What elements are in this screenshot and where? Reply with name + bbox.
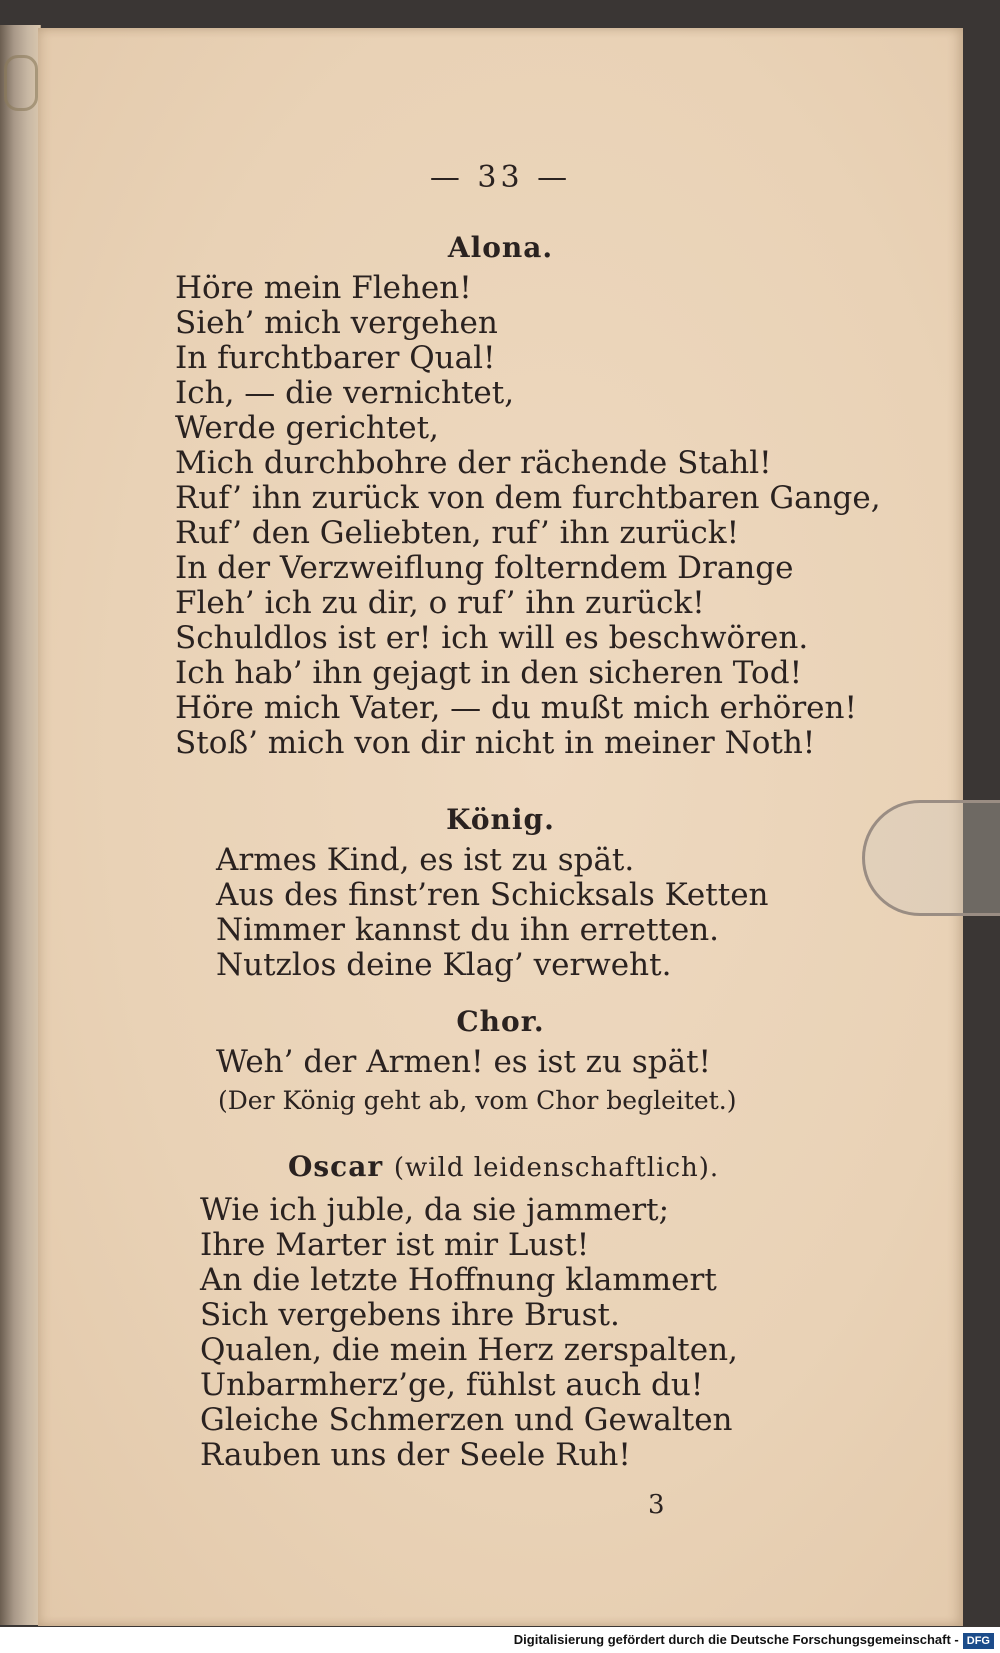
page-number-header: — 33 — <box>429 160 572 195</box>
verse-line: Ihre Marter ist mir Lust! <box>200 1227 590 1263</box>
verse-line: In der Verzweiflung folterndem Drange <box>175 550 794 586</box>
verse-line: Rauben uns der Seele Ruh! <box>200 1437 631 1473</box>
speaker-alona: Alona. <box>447 231 554 264</box>
book-page <box>38 28 963 1626</box>
verse-line: Ich hab’ ihn gejagt in den sicheren Tod! <box>175 655 803 691</box>
verse-line: Armes Kind, es ist zu spät. <box>216 842 635 878</box>
speaker-oscar <box>288 1150 719 1183</box>
verse-line: Fleh’ ich zu dir, o ruf’ ihn zurück! <box>175 585 705 621</box>
book-spine-edge <box>0 25 41 1625</box>
verse-line: Qualen, die mein Herz zerspalten, <box>200 1332 738 1368</box>
verse-line: In furchtbarer Qual! <box>175 340 496 376</box>
verse-line: Ruf’ ihn zurück von dem furchtbaren Gange, <box>175 480 881 516</box>
alona-verse <box>175 271 881 761</box>
footer-text: Digitalisierung gefördert durch die Deutsche Forschungsgemeinschaft - <box>513 1632 959 1647</box>
verse-line: Aus des finst’ren Schicksals Ketten <box>216 877 769 913</box>
speaker-oscar-name: Oscar <box>288 1150 384 1183</box>
verse-line: Werde gerichtet, <box>175 410 439 446</box>
verse-line: Höre mein Flehen! <box>175 270 472 306</box>
verse-line: Wie ich juble, da sie jammert; <box>200 1192 670 1228</box>
stage-direction: (Der König geht ab, vom Chor begleitet.) <box>218 1086 737 1115</box>
verse-line: Sich vergebens ihre Brust. <box>200 1297 620 1333</box>
verse-line: An die letzte Hoffnung klammert <box>200 1262 717 1298</box>
verse-line: Unbarmherz’ge, fühlst auch du! <box>200 1367 704 1403</box>
verse-line: Ruf’ den Geliebten, ruf’ ihn zurück! <box>175 515 740 551</box>
binding-ring <box>4 55 38 111</box>
oscar-verse <box>200 1193 738 1473</box>
speaker-oscar-direction: (wild leidenschaftlich). <box>393 1153 720 1183</box>
verse-line: Sieh’ mich vergehen <box>175 305 498 341</box>
verse-line: Weh’ der Armen! es ist zu spät! <box>216 1044 711 1080</box>
verse-line: Gleiche Schmerzen und Gewalten <box>200 1402 733 1438</box>
koenig-verse <box>216 843 769 983</box>
verse-line: Schuldlos ist er! ich will es beschwören. <box>175 620 809 656</box>
speaker-koenig: König. <box>446 803 555 836</box>
verse-line: Höre mich Vater, — du mußt mich erhören! <box>175 690 857 726</box>
digitization-footer <box>0 1627 1000 1653</box>
printer-signature: 3 <box>648 1490 665 1520</box>
verse-line: Nimmer kannst du ihn erretten. <box>216 912 720 948</box>
page-clip <box>862 800 1000 916</box>
dfg-logo: DFG <box>963 1633 994 1649</box>
chor-verse <box>216 1045 711 1080</box>
verse-line: Ich, — die vernichtet, <box>175 375 515 411</box>
verse-line: Mich durchbohre der rächende Stahl! <box>175 445 772 481</box>
verse-line: Stoß’ mich von dir nicht in meiner Noth! <box>175 725 816 761</box>
page-content <box>38 28 963 1626</box>
verse-line: Nutzlos deine Klag’ verweht. <box>216 947 672 983</box>
speaker-chor: Chor. <box>456 1005 545 1038</box>
